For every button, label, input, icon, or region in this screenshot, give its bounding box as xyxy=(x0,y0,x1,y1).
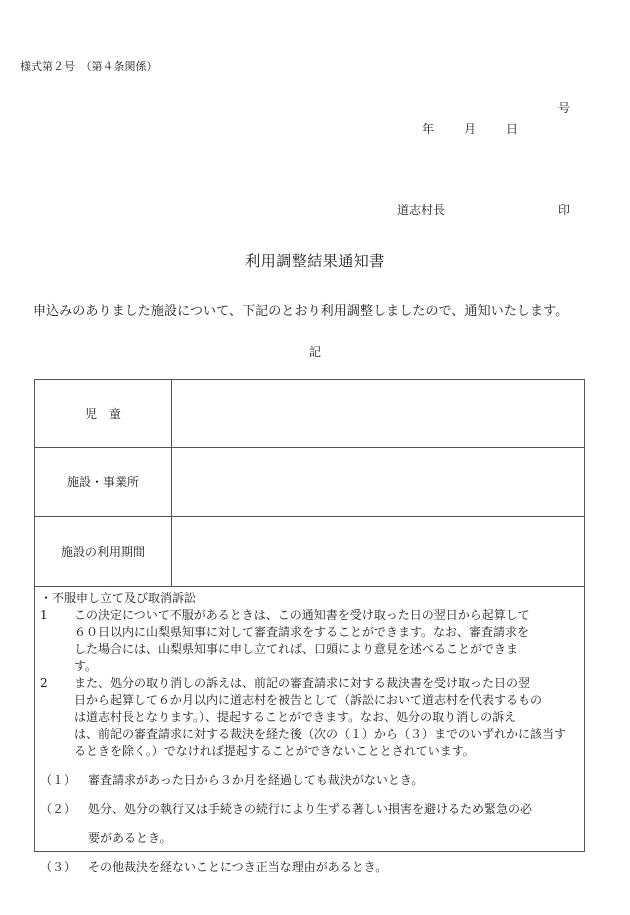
note-line: この決定について不服があるときは、この通知書を受け取った日の翌日から起算して xyxy=(74,608,530,622)
note-line: す。 xyxy=(74,659,98,673)
note-line: また、処分の取り消しの訴えは、前記の審査請求に対する裁決書を受け取った日の翌 xyxy=(74,676,531,690)
notes-heading: ・不服申し立て及び取消訴訟 xyxy=(40,591,197,605)
sub-item-2 xyxy=(40,801,578,847)
document-title: 利用調整結果通知書 xyxy=(245,252,385,270)
issuer-name: 道志村長 xyxy=(397,203,446,217)
intro-text: 申込みのありました施設について、下記のとおり利用調整しましたので、通知いたします。 xyxy=(33,304,569,319)
document-number-label: 号 xyxy=(558,101,571,115)
sub-item-line: 要があるとき。 xyxy=(88,831,172,845)
date-year-label: 年 xyxy=(422,122,435,136)
row-label-child: 児 童 xyxy=(35,380,172,447)
table-row-child xyxy=(35,380,584,448)
form-number: 様式第２号 （第４条関係） xyxy=(20,60,158,73)
date-line xyxy=(422,120,518,137)
table-row-period xyxy=(35,516,584,587)
row-label-period: 施設の利用期間 xyxy=(35,516,172,586)
sub-item-3 xyxy=(40,859,578,876)
date-day-label: 日 xyxy=(506,122,519,136)
note-line: は道志村長となります。）、提起することができます。なお、処分の取り消しの訴え xyxy=(74,710,517,724)
result-table xyxy=(34,379,585,874)
seal-mark: 印 xyxy=(558,203,571,217)
note-line: 日から起算して６か月以内に道志村を被告として（訴訟において道志村を代表するもの xyxy=(74,693,543,707)
note-item-1 xyxy=(40,607,578,675)
row-value-facility xyxy=(172,447,584,516)
note-line: した場合には、山梨県知事に申し立てれば、口頭により意見を述べることができま xyxy=(74,642,519,656)
note-number: 2 xyxy=(40,676,48,690)
row-value-period xyxy=(172,516,584,586)
row-value-child xyxy=(172,380,584,447)
note-line: ６０日以内に山梨県知事に対して審査請求をすることができます。なお、審査請求を xyxy=(74,625,530,639)
note-number: 1 xyxy=(40,608,48,622)
row-label-facility: 施設・事業所 xyxy=(35,447,172,516)
sub-item-line: 処分、処分の執行又は手続きの続行により生ずる著しい損害を避けるため緊急の必 xyxy=(88,802,533,816)
table-row-facility xyxy=(35,447,584,517)
sub-item-number: （１） xyxy=(40,773,77,787)
sub-item-line: 審査請求があった日から３か月を経過しても裁決がないとき。 xyxy=(88,773,424,787)
note-line: るときを除く。）でなければ提起することができないこととされています。 xyxy=(74,744,475,758)
date-month-label: 月 xyxy=(464,122,477,136)
sub-item-1 xyxy=(40,772,578,789)
ki-heading: 記 xyxy=(308,345,321,359)
sub-item-number: （３） xyxy=(40,860,77,874)
sub-item-number: （２） xyxy=(40,802,77,816)
appeal-notes xyxy=(40,590,578,888)
note-item-2 xyxy=(40,675,578,760)
sub-item-line: その他裁決を経ないことにつき正当な理由があるとき。 xyxy=(88,860,388,874)
note-line: は、前記の審査請求に対する裁決を経た後（次の（１）から（３）までのいずれかに該当す xyxy=(74,727,567,741)
